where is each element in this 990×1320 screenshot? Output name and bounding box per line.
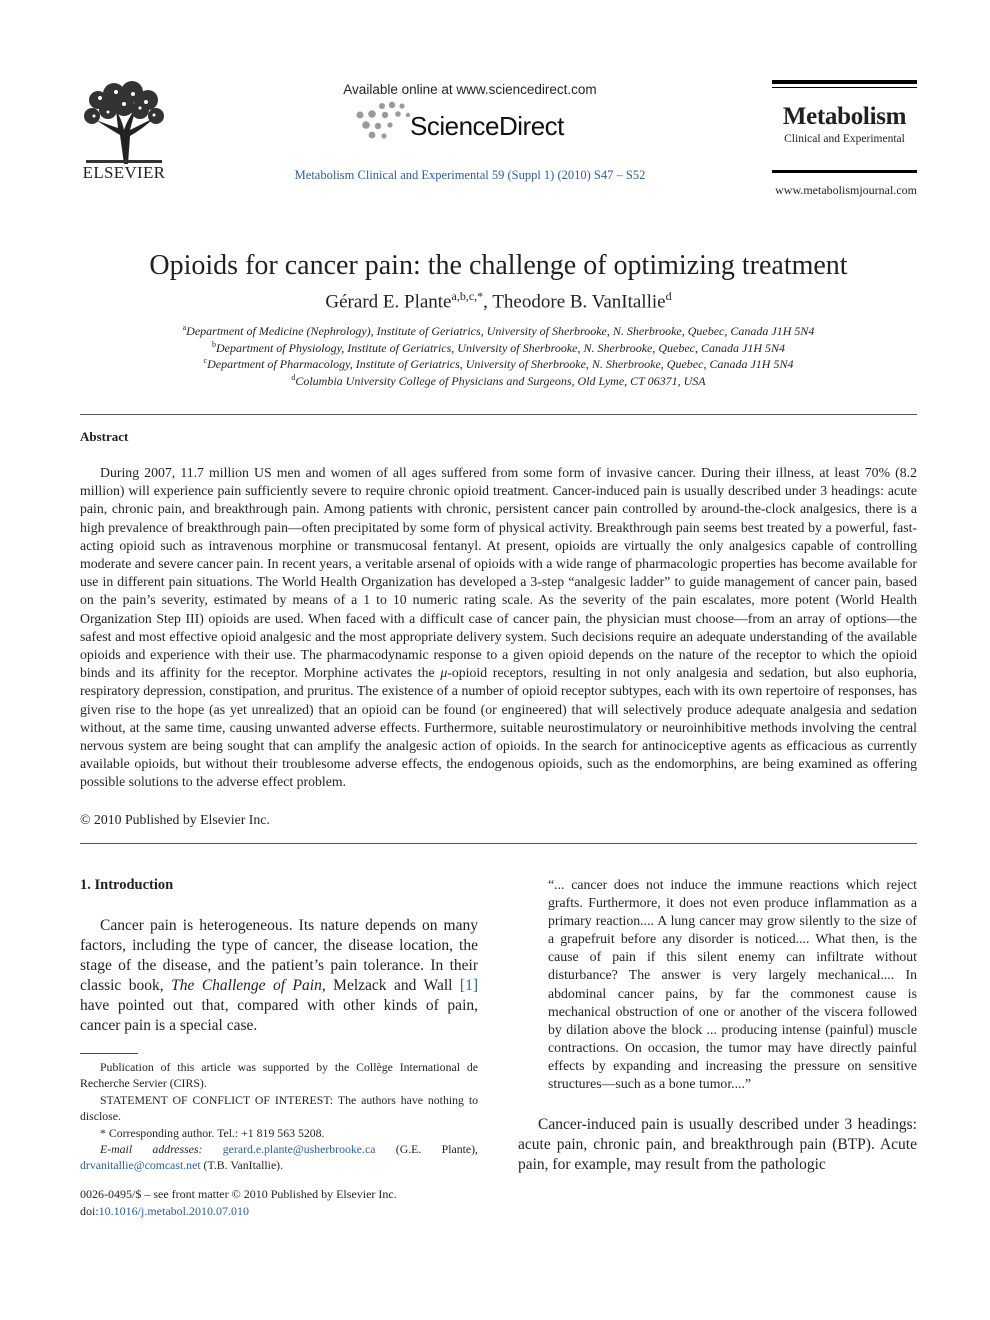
author-name: Gérard E. Plante bbox=[325, 291, 452, 313]
abstract-heading: Abstract bbox=[80, 429, 129, 444]
copyright-notice: © 2010 Published by Elsevier Inc. bbox=[80, 812, 270, 827]
author-separator: , bbox=[483, 291, 493, 313]
available-online-text[interactable]: Available online at www.sciencedirect.com bbox=[343, 82, 597, 97]
block-quote: “... cancer does not induce the immune reactions which reject grafts. Furthermore, it does not even produce inflammation as a primary reaction.... A lung cancer may grow silently to the size of a grapefruit before any disorder is noticed.... What then, is the cause of pain if this silent enemy can infiltrate without disturbance? The answer is very largely mechanical.... In abdominal cancer pains, by far the commonest cause is mechanical obstruction of one or another of the viscera followed by dilation above the block ... producing intense (painful) muscle contractions. On occasion, the tumor may have directly painful effects by expanding and increasing the pressure on sensitive structures—such as a bone tumor....” bbox=[548, 877, 917, 1092]
affiliation: $^a$Department of Medicine (Nephrology), Institute of Geriatrics, University of Sherbrooke, N. Sherbrooke, Quebec, Canada J1H 5N4 bbox=[182, 323, 815, 338]
issn-line: 0026-0495/$ – see front matter © 2010 Published by Elsevier Inc. bbox=[80, 1187, 397, 1201]
intro-paragraph: Cancer pain is heterogeneous. Its nature depends on many factors, including the type of cancer, the disease location, the stage of the disease, and the patient’s pain tolerance. In their classic book, The Challenge of Pain, Melzack and Wall [1] have pointed out that, compared with other kinds of pain, cancer pain is a special case. bbox=[80, 917, 478, 1034]
corresponding-author-marker[interactable]: * bbox=[477, 289, 484, 303]
email-link[interactable]: drvanitallie@comcast.net bbox=[80, 1158, 201, 1173]
body-paragraph: Cancer-induced pain is usually described under 3 headings: acute pain, chronic pain, and breakthrough pain (BTP). Acute pain, for example, may result from the pathologic bbox=[518, 1116, 917, 1173]
affiliation: $^d$Columbia University College of Physicians and Surgeons, Old Lyme, CT 06371, USA bbox=[291, 372, 706, 388]
sciencedirect-wordmark[interactable]: ScienceDirect bbox=[410, 111, 564, 141]
journal-url[interactable]: www.metabolismjournal.com bbox=[775, 183, 917, 197]
section-divider bbox=[80, 414, 917, 415]
journal-subtitle: Clinical and Experimental bbox=[784, 133, 905, 145]
affiliation-marker: d bbox=[665, 289, 672, 303]
journal-rule bbox=[772, 87, 917, 88]
article-title: Opioids for cancer pain: the challenge of optimizing treatment bbox=[149, 250, 848, 281]
journal-rule bbox=[772, 80, 917, 84]
section-heading: 1. Introduction bbox=[80, 877, 174, 893]
section-divider bbox=[80, 843, 917, 844]
book-title: The Challenge of Pain bbox=[171, 977, 322, 994]
reference-link[interactable]: [1] bbox=[459, 977, 478, 994]
affiliation-marker: a,b,c, bbox=[451, 289, 478, 303]
affiliation: $^c$Department of Pharmacology, Institute of Geriatrics, University of Sherbrooke, N. Sherbrooke, Quebec, Canada J1H 5N4 bbox=[203, 356, 794, 371]
footnote-rule bbox=[80, 1053, 138, 1054]
abstract-body: During 2007, 11.7 million US men and women of all ages suffered from some form of invasive cancer. During their illness, at least 70% (8.2 million) will experience pain sufficiently severe to require chronic opioid treatment. Cancer-induced pain is usually described under 3 headings: acute pain, chronic pain, and breakthrough pain. Among patients with chronic, persistent cancer pain controlled by around-the-clock analgesics, there is a high prevalence of breakthrough pain—often precipitated by some form of physical activity. Breakthrough pain seems best treated by a powerful, fast-acting opioid such as intravenous morphine or transmucosal fentanyl. At present, opioids are virtually the only analgesics capable of controlling moderate and severe cancer pain. In recent years, a veritable arsenal of opioids with a wide range of pharmacologic properties has become available for use in different pain situations. The World Health Organization has developed a 3-step “analgesic ladder” to guide management of cancer pain, based on the pain’s severity, estimated by means of a 1 to 10 numeric rating scale. As the severity of the pain escalates, more potent (World Health Organization Step III) opioids are used. When faced with a difficult case of cancer pain, the physician must choose—from an array of options—the safest and most effective opioid analgesic and the most appropriate delivery system. Such decisions require an adequate understanding of the available opioids and experience with their use. The pharmacodynamic response to a given opioid depends on the nature of the receptor to which the opioid binds and its affinity for the receptor. Morphine activates the μ-opioid receptors, resulting in not only analgesia and sedation, but also euphoria, respiratory depression, constipation, and pruritus. The existence of a number of opioid receptor subtypes, each with its own repertoire of responses, has given rise to the hope (as yet unrealized) that an opioid can be found (or engineered) that will selectively produce adequate analgesia and sedation without, at the same time, causing unwanted adverse effects. Furthermore, suitable neurostimulatory or neuroinhibitive methods involving the central nervous system are being sought that can amplify the analgesic action of opioids. In the search for antinociceptive agents as efficacious as currently available opioids, but without their troublesome adverse effects, the endogenous opioids, such as the endomorphins, are being examined as offering possible solutions to the adverse effect problem. bbox=[80, 465, 917, 790]
front-matter bbox=[80, 1186, 478, 1219]
author-list bbox=[80, 289, 917, 313]
footnote-corresponding: * Corresponding author. Tel.: +1 819 563 5208. bbox=[100, 1126, 325, 1140]
affiliation: $^b$Department of Physiology, Institute of Geriatrics, University of Sherbrooke, N. Sherbrooke, Quebec, Canada J1H 5N4 bbox=[211, 339, 786, 355]
footnote-conflict: STATEMENT OF CONFLICT OF INTEREST: The authors have nothing to disclose. bbox=[80, 1093, 478, 1124]
footnote-emails: E-mail addresses: gerard.e.plante@usherbrooke.ca (G.E. Plante), drvanitallie@comcast.net (T.B. VanItallie). bbox=[80, 1142, 478, 1173]
journal-rule bbox=[772, 170, 917, 173]
footnote-funding: Publication of this article was supported by the Collège International de Recherche Servier (CIRS). bbox=[80, 1060, 478, 1091]
doi-link[interactable]: 10.1016/j.metabol.2010.07.010 bbox=[98, 1203, 249, 1218]
journal-citation[interactable]: Metabolism Clinical and Experimental 59 (Suppl 1) (2010) S47 – S52 bbox=[294, 168, 646, 182]
doi-line: doi:10.1016/j.metabol.2010.07.010 bbox=[80, 1203, 249, 1218]
email-link[interactable]: gerard.e.plante@usherbrooke.ca bbox=[222, 1142, 376, 1156]
journal-title: Metabolism bbox=[782, 103, 907, 130]
author-name: Theodore B. VanItallie bbox=[492, 291, 666, 313]
publisher-name: ELSEVIER bbox=[82, 163, 166, 182]
